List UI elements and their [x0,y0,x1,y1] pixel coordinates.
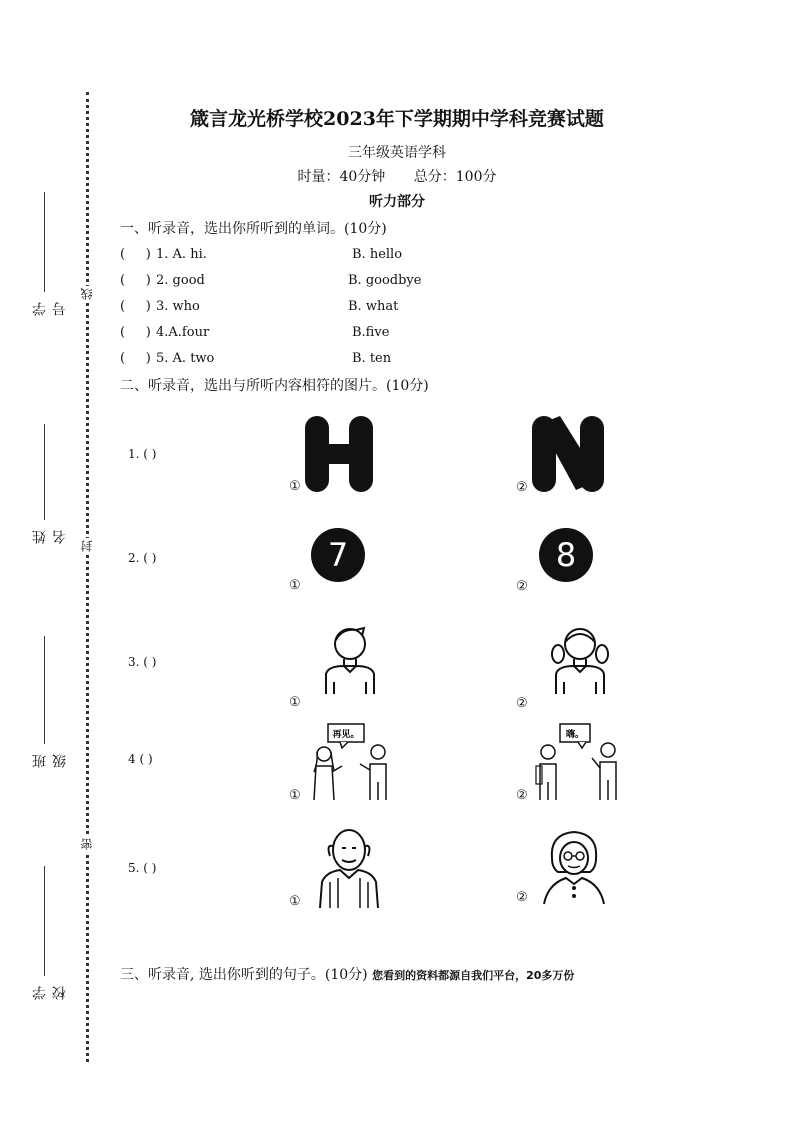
answer-paren: ( ) [120,351,151,366]
answer-paren: ( ) [120,247,151,262]
binding-dotted-line [86,92,89,1062]
section3-heading-text: 三、听录音, 选出你听到的句子。(10分) [120,967,368,983]
field-line [44,424,45,520]
picture-question-label: 1. ( ) [128,447,157,461]
grandma-image [538,828,610,906]
question-number: 2. [156,273,169,288]
question-number: 3. [156,299,169,314]
option-marker: ① [289,695,301,710]
time-limit: 时量：40分钟 [297,169,386,185]
section3-heading [120,964,574,984]
question-row [120,325,209,340]
option-b: B.five [352,325,390,340]
question-row [120,299,200,314]
option-a: A.four [168,325,210,340]
page-subtitle: 三年级英语学科 [348,145,446,161]
letter-h-image [300,414,380,494]
picture-question-label: 3. ( ) [128,655,157,669]
field-label: 姓名 [32,524,68,544]
field-line [44,636,45,744]
field-label: 班级 [32,748,68,768]
grandpa-image [316,826,382,908]
part-heading: 听力部分 [369,194,425,210]
goodbye-scene-image [304,722,394,802]
option-marker: ② [516,890,528,905]
field-label: 学校 [32,980,68,1000]
question-row [120,273,205,288]
option-marker: ② [516,480,528,495]
question-number: 1. [156,247,169,262]
hi-scene-image [532,722,624,802]
binding-word-xian: 线 [80,288,94,300]
goodbye-bubble-text: 再见。 [332,730,360,740]
hi-bubble-text: 嗨。 [565,730,585,740]
option-marker: ② [516,579,528,594]
option-a: good [172,273,205,288]
option-marker: ① [289,788,301,803]
answer-paren: ( ) [120,325,151,340]
option-a: A. two [172,351,215,366]
option-b: B. goodbye [348,273,422,288]
time-score-info [0,166,794,186]
boy-image [320,624,380,694]
field-label: 学号 [32,296,68,316]
option-marker: ① [289,894,301,909]
option-marker: ② [516,696,528,711]
option-marker: ① [289,479,301,494]
section1-heading: 一、听录音，选出你所听到的单词。(10分) [120,221,387,237]
number-seven-text: 7 [327,536,349,574]
picture-question-label: 2. ( ) [128,551,157,565]
binding-word-mi: 密 [80,838,94,850]
option-b: B. what [348,299,399,314]
question-row [120,247,207,262]
number-eight-text: 8 [555,536,577,574]
option-b: B. hello [352,247,403,262]
letter-n-image [530,414,606,494]
option-marker: ② [516,788,528,803]
watermark-note: 您看到的资料都源自我们平台，20多万份 [372,969,575,982]
question-number: 5. [156,351,169,366]
option-b: B. ten [352,351,392,366]
option-a: A. hi. [172,247,207,262]
number-seven-image [310,527,366,583]
option-a: who [172,299,200,314]
option-marker: ① [289,578,301,593]
total-score: 总分：100分 [413,169,497,185]
answer-paren: ( ) [120,273,151,288]
girl-image [548,624,612,694]
field-line [44,866,45,976]
picture-question-label: 5. ( ) [128,861,157,875]
question-row [120,351,214,366]
question-number: 4. [156,325,169,340]
page-title: 箴言龙光桥学校2023年下学期期中学科竞赛试题 [190,108,604,130]
answer-paren: ( ) [120,299,151,314]
picture-question-label: 4 ( ) [128,752,153,766]
binding-word-feng: 封 [80,540,94,552]
number-eight-image [538,527,594,583]
section2-heading: 二、听录音，选出与所听内容相符的图片。(10分) [120,378,429,394]
